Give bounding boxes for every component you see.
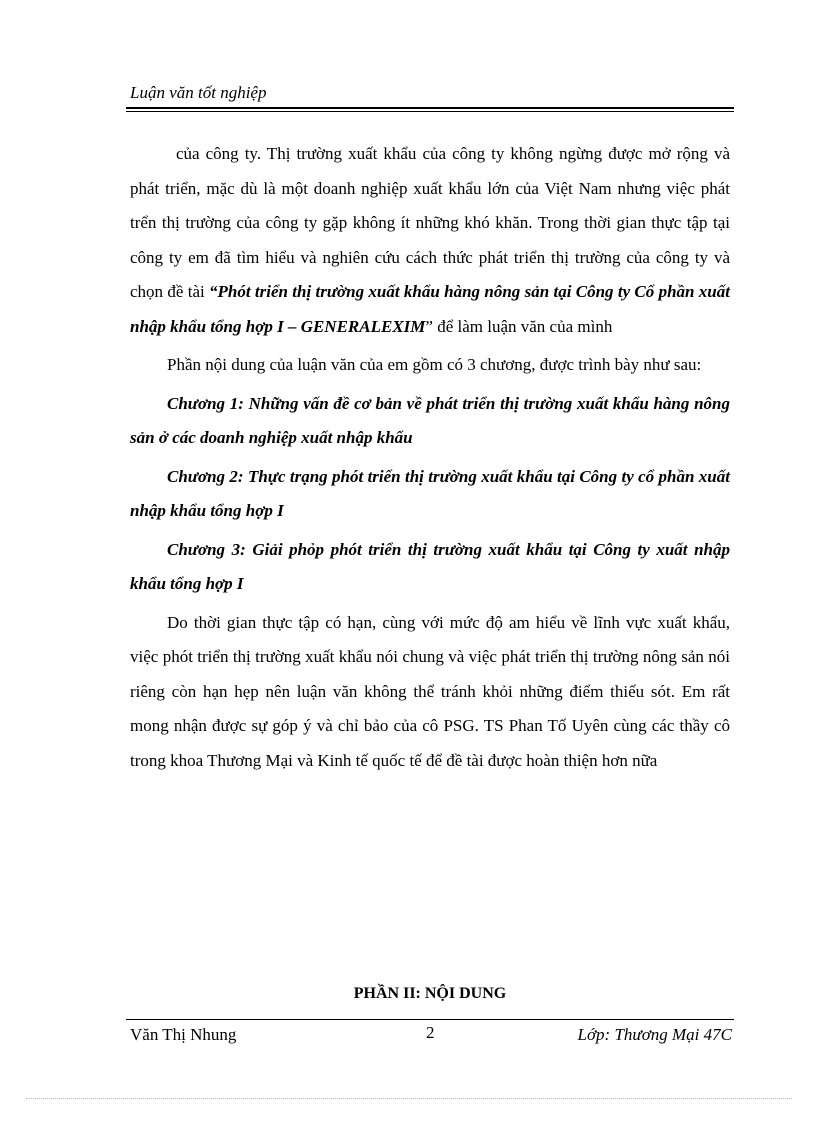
page-bottom-border	[26, 1098, 792, 1099]
header-rule-thin	[126, 111, 734, 112]
thesis-topic: “Phót triển thị trường xuất khẩu hàng nông sản tại Công ty Cổ phần xuất nhập khẩu tổng hợp I – GENERALEXIM	[130, 282, 730, 336]
chapter-1: Chương 1: Những vấn đề cơ bản về phát triển thị trường xuất khẩu hàng nông sản ở các doanh nghiệp xuất nhập khẩu	[130, 393, 730, 447]
intro-end: ” để làm luận văn của mình	[425, 316, 613, 336]
chapter-3: Chương 3: Giải phỏp phót triển thị trường xuất khẩu tại Công ty xuất nhập khẩu tổng hợp I	[130, 539, 730, 593]
paragraph-closing: Do thời gian thực tập có hạn, cùng với mức độ am hiểu về lĩnh vực xuất khẩu, việc phót triển thị trường xuất khẩu nói chung và việc phát triển thị trường nông sản nói riêng còn hạn hẹp nên luận văn không thể tránh khỏi những điểm thiếu sót. Em rất mong nhận được sự góp ý và chỉ bảo của cô PSG. TS Phan Tố Uyên cùng các thầy cô trong khoa Thương Mại và Kinh tế quốc tế để đề tài được hoàn thiện hơn nữa	[130, 612, 730, 770]
chapter-2: Chương 2: Thực trạng phót triển thị trường xuất khẩu tại Công ty cổ phần xuất nhập khẩu tổng hợp I	[130, 466, 730, 520]
page-number: 2	[426, 1023, 435, 1042]
intro-text: của công ty. Thị trường xuất khẩu của công ty không ngừng được mở rộng và phát triển, mặc dù là một doanh nghiệp xuất khẩu lớn của Việt Nam nhưng việc phát trển thị trường của công ty gặp không ít những khó khăn. Trong thời gian thực tập tại công ty em đã tìm hiểu và nghiên cứu cách thức phát triển thị trường của công ty và chọn đề tài	[130, 144, 730, 301]
document-body	[130, 137, 730, 778]
header-title: Luận văn tốt nghiệp	[130, 83, 267, 102]
paragraph-intro	[130, 137, 730, 344]
footer-author: Văn Thị Nhung	[130, 1025, 237, 1044]
paragraph-structure: Phần nội dung của luận văn của em gồm có 3 chương, được trình bày như sau:	[167, 355, 702, 374]
header-rule	[126, 107, 734, 109]
footer-rule	[126, 1019, 734, 1020]
footer-class: Lớp: Thương Mại 47C	[577, 1025, 732, 1044]
section-heading: PHẦN II: NỘI DUNG	[353, 985, 507, 1002]
